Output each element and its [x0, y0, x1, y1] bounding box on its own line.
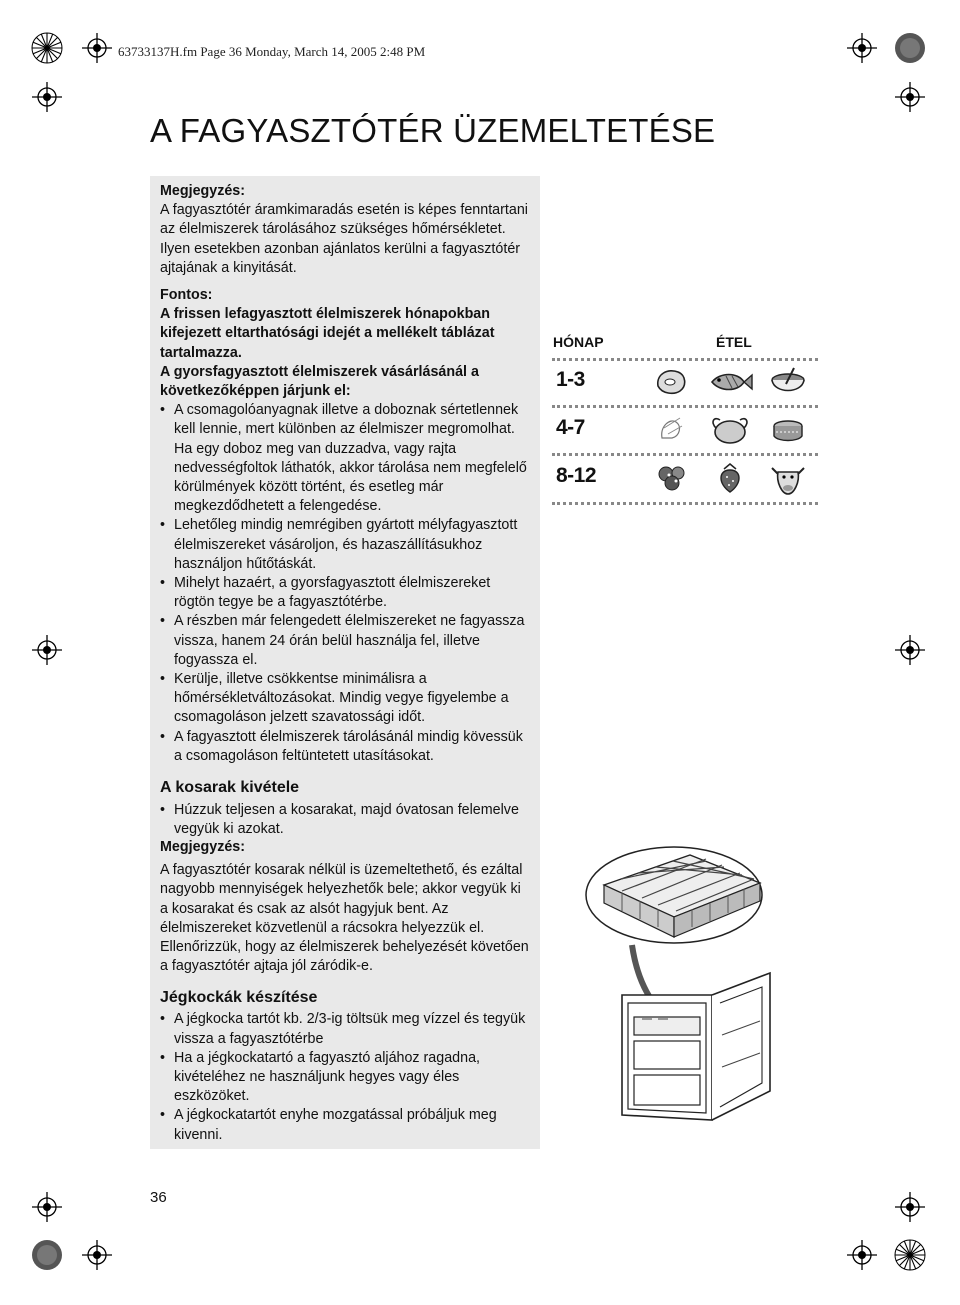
food-column-header: ÉTEL	[716, 334, 752, 350]
strawberry-icon	[721, 464, 739, 492]
poultry-icon	[713, 419, 747, 443]
note-label: Megjegyzés:	[160, 183, 246, 199]
meat-icon	[658, 371, 685, 394]
list-item: • A jégkockatartót enyhe mozgatással próbáljuk meg kivenni.	[160, 1106, 532, 1144]
purchase-intro: A gyorsfagyasztott élelmiszerek vásárlásánál a következőképpen járjunk el:	[160, 363, 479, 400]
page-header-info: 63733137H.fm Page 36 Monday, March 14, 2005 2:48 PM	[118, 44, 426, 59]
list-item: • Kerülje, illetve csökkentse minimálisra a hőmérsékletváltozásokat. Mindig vegye figyelembe a csomagoláson jelzett szavatossági időt.	[160, 670, 532, 728]
herbs-icon	[659, 467, 684, 490]
beef-cow-icon	[772, 468, 804, 494]
page-number: 36	[150, 1189, 167, 1206]
storage-row-months: 8-12	[556, 464, 597, 487]
note-text: A fagyasztótér áramkimaradás esetén is képes fenntartani az élelmiszerek tárolásához szükséges hőmérsékletet. Ilyen esetekben azonban ajánlatos kerülni a fagyasztótér ajtajának a kinyitását.	[160, 202, 528, 276]
list-item: • Ha a jégkockatartó a fagyasztó aljához ragadna, kivételéhez ne használjunk hegyes vagy éles eszközöket.	[160, 1049, 532, 1107]
storage-row-months: 4-7	[556, 416, 585, 439]
storage-row-months: 1-3	[556, 368, 585, 391]
list-item: • Mihelyt hazaért, a gyorsfagyasztott élelmiszereket rögtön tegye be a fagyasztótérbe.	[160, 574, 532, 612]
vegetables-icon	[662, 418, 682, 438]
month-column-header: HÓNAP	[553, 334, 604, 350]
basket-magnified-view	[586, 847, 762, 943]
note-label: Megjegyzés:	[160, 839, 246, 855]
ice-list	[160, 1010, 532, 1144]
baskets-list	[160, 801, 532, 839]
instructions-column	[160, 182, 532, 840]
important-text: A frissen lefagyasztott élelmiszerek hónapokban kifejezett eltarthatósági idejét a mellékelt táblázat tartalmazza.	[160, 306, 495, 361]
list-item: • A csomagolóanyagnak illetve a doboznak sértetlennek kell lennie, mert különben az élelmiszer megromolhat. Ha egy doboz meg van duzzadva, vagy rajta nedvességfoltok láthatók, akkor tárolása nem megfelelő körülmények között történt, és esetleg már megkezdődhetett a felengedése.	[160, 401, 532, 516]
page-title: A FAGYASZTÓTÉR ÜZEMELTETÉSE	[150, 112, 716, 149]
list-item: • A részben már felengedett élelmiszereket ne fagyassza vissza, hanem 24 órán belül használja fel, illetve fogyassza el.	[160, 612, 532, 670]
list-item: • A fagyasztott élelmiszerek tárolásánál mindig kövessük a csomagoláson feltüntetett utasításokat.	[160, 728, 532, 766]
food-icons	[650, 360, 820, 502]
list-item: • A jégkocka tartót kb. 2/3-ig töltsük meg vízzel és tegyük vissza a fagyasztótérbe	[160, 1010, 532, 1048]
freezer-illustration	[582, 845, 807, 1125]
fish-icon	[712, 375, 752, 390]
note-text: A fagyasztótér kosarak nélkül is üzemeltethető, és ezáltal nagyobb mennyiségek helyezhetők bele; akkor vegyük ki a kosarakat és csak az alsót hagyjuk bent. Az élelmiszereket közvetlenül a rácsokra helyezzük el. Ellenőrizzük, hogy az élelmiszerek behelyezését követően a fagyasztótér ajtaja jól záródik-e.	[160, 862, 529, 975]
freezer-body	[622, 973, 770, 1120]
list-item: • Húzzuk teljesen a kosarakat, majd óvatosan felemelve vegyük ki azokat.	[160, 801, 532, 839]
ice-heading: Jégkockák készítése	[160, 989, 318, 1007]
cake-icon	[774, 421, 802, 441]
table-divider	[552, 502, 818, 505]
baskets-heading: A kosarak kivétele	[160, 779, 300, 797]
important-label: Fontos:	[160, 287, 213, 304]
soup-bowl-icon	[772, 368, 804, 391]
list-item: • Lehetőleg mindig nemrégiben gyártott mélyfagyasztott élelmiszereket vásároljon, és hazaszállításukhoz használjon hűtőtáskát.	[160, 516, 532, 574]
purchase-list	[160, 401, 532, 766]
second-section	[160, 838, 532, 1145]
